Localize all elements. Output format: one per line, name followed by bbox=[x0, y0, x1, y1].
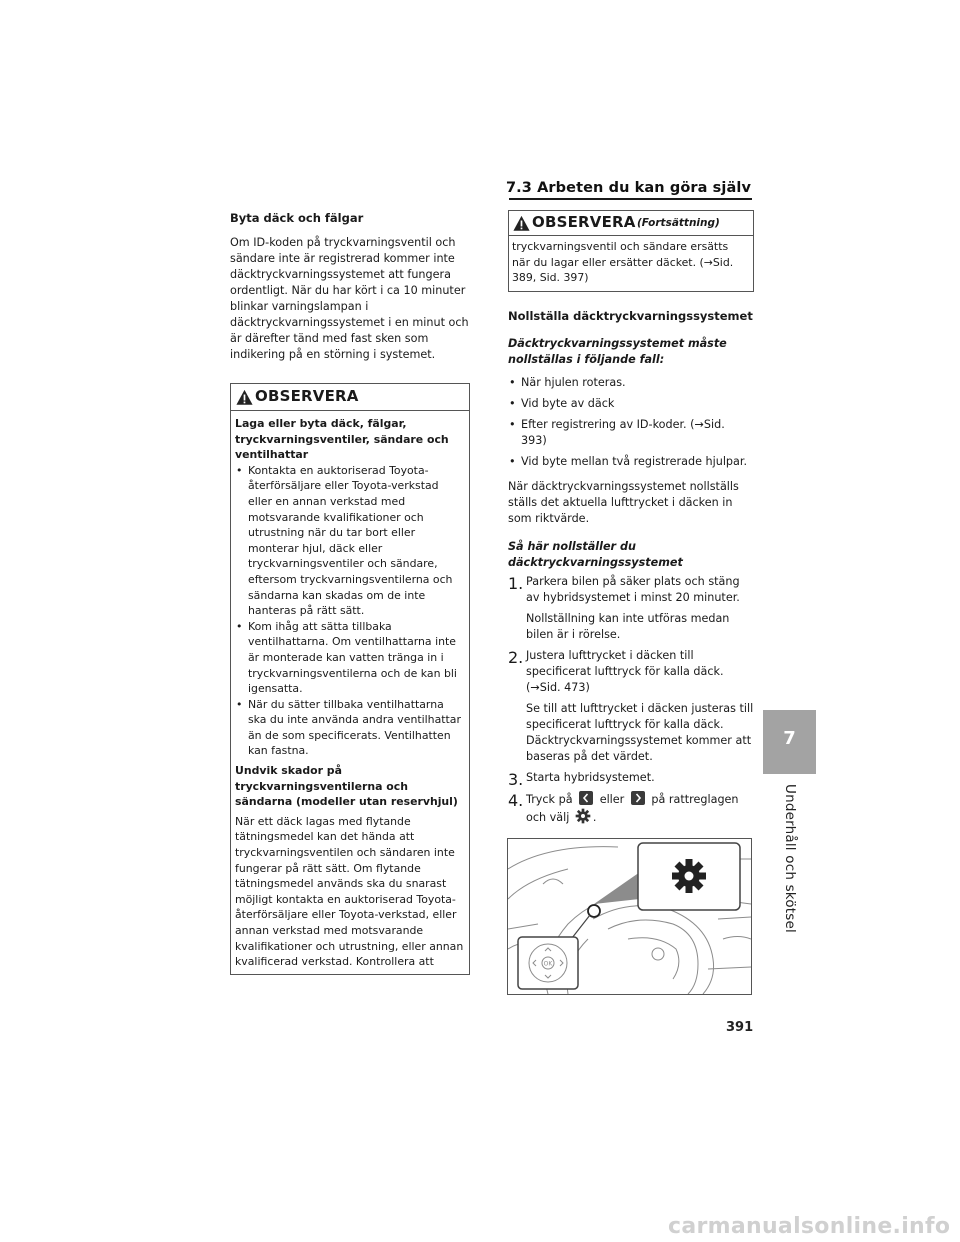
warning-bullet: • Kom ihåg att sätta tillbaka ventilhattarna. Om ventilhattarna inte är monterade kan vatten tränga in i tryckvarningsventilerna och de kan bli igensatta. bbox=[235, 619, 465, 697]
left-arrow-button-icon bbox=[579, 791, 593, 805]
step-number: 4. bbox=[508, 790, 524, 810]
right-column bbox=[508, 210, 754, 831]
warning-subheading-2: Undvik skador på tryckvarningsventilerna och sändarna (modeller utan reservhjul) bbox=[235, 764, 458, 809]
step4-text-pre: Tryck på bbox=[526, 792, 573, 806]
step-number: 1. bbox=[508, 573, 524, 593]
step-number: 3. bbox=[508, 769, 524, 789]
case-item: • Vid byte av däck bbox=[508, 396, 754, 412]
step4-text-line2a: och välj bbox=[526, 810, 570, 824]
step-text: Parkera bilen på säker plats och stäng av hybridsystemet i minst 20 minuter. bbox=[526, 574, 740, 604]
step4-text-mid: eller bbox=[599, 792, 625, 806]
step4-text-post: på rattreglagen bbox=[651, 792, 739, 806]
gear-icon bbox=[575, 808, 591, 824]
warning-paragraph-2: När ett däck lagas med flytande tätningsmedel kan det hända att tryckvarningsventilen och sändaren inte fungerar på rätt sätt. Om flytande tätningsmedel används ska du snarast möjligt kontakta en auktoriserad Toyota-återförsäljare eller Toyota-verkstad, eller annan verkstad med motsvarande kvalifikationer och utrustning, eller annan kvalificerad verkstad. Kontrollera att bbox=[235, 814, 464, 969]
case-item: • Vid byte mellan två registrerade hjulpar. bbox=[508, 454, 754, 470]
ok-button-label: OK bbox=[543, 960, 553, 968]
warning-body bbox=[231, 411, 469, 974]
warning-box bbox=[230, 383, 470, 975]
chapter-title: Underhåll och skötsel bbox=[782, 784, 798, 933]
step-text: Starta hybridsystemet. bbox=[526, 770, 655, 784]
step-note: Nollställning kan inte utföras medan bilen är i rörelse. bbox=[526, 611, 730, 641]
warning-subheading-1: Laga eller byta däck, fälgar, tryckvarningsventiler, sändare och ventilhattar bbox=[235, 417, 449, 462]
heading-byta-dack: Byta däck och fälgar bbox=[230, 211, 364, 225]
warning-triangle-icon bbox=[236, 389, 253, 406]
case-item: • Efter registrering av ID-koder. (→Sid. 393) bbox=[508, 417, 754, 449]
heading-nollstalla: Nollställa däcktryckvarningssystemet bbox=[508, 308, 753, 323]
italic-heading-cases: Däcktryckvarningssystemet måste nollställas i följande fall: bbox=[508, 336, 727, 366]
warning-triangle-icon bbox=[513, 215, 530, 232]
chapter-number: 7 bbox=[783, 728, 796, 749]
right-arrow-button-icon bbox=[631, 791, 645, 805]
step-4 bbox=[508, 791, 754, 826]
step-text bbox=[526, 791, 754, 826]
reset-paragraph: När däcktryckvarningssystemet nollställs ställs det aktuella lufttrycket i däcken in som riktvärde. bbox=[508, 479, 739, 525]
step-3 bbox=[508, 769, 754, 789]
intro-paragraph: Om ID-koden på tryckvarningsventil och sändare inte är registrerad kommer inte däcktryckvarningssystemet att fungera ordentligt. När du har kört i ca 10 minuter blinkar varningslampan i däcktryckvarningssystemet i en minut och är därefter tänd med fast sken som indikering på en störning i systemet. bbox=[230, 236, 469, 361]
section-title: 7.3 Arbeten du kan göra själv bbox=[505, 180, 751, 196]
warning-body bbox=[509, 236, 753, 291]
header-rule bbox=[509, 198, 752, 200]
watermark: carmanualsonline.info bbox=[668, 1214, 951, 1239]
warning-bullet: • När du sätter tillbaka ventilhattarna ska du inte använda andra ventilhattar än de som specificerats. Ventilhatten kan fastna. bbox=[235, 697, 465, 759]
steering-wheel-illustration bbox=[508, 839, 751, 994]
warning-header bbox=[509, 211, 753, 236]
case-item: • När hjulen roteras. bbox=[508, 375, 754, 391]
steering-wheel-figure bbox=[507, 838, 752, 995]
warning-title: OBSERVERA bbox=[532, 213, 636, 231]
step-number: 2. bbox=[508, 647, 524, 667]
warning-continued-text: tryckvarningsventil och sändare ersätts när du lagar eller ersätter däcket. (→Sid. 389, Sid. 397) bbox=[512, 240, 734, 285]
step4-text-line2b: . bbox=[592, 810, 597, 824]
left-column bbox=[230, 210, 470, 975]
italic-heading-howto: Så här nollställer du däcktryckvarningssystemet bbox=[508, 539, 683, 569]
step-1 bbox=[508, 574, 754, 606]
warning-bullet: • Kontakta en auktoriserad Toyota-återförsäljare eller Toyota-verkstad eller en annan verkstad med motsvarande kvalifikationer och utrustning när du tar bort eller monterar hjul, däck eller tryckvarningsventiler och sändare, eftersom tryckvarningsventilerna och sändarna kan skadas om de inte hanteras på rätt sätt. bbox=[235, 463, 465, 619]
step-note: Se till att lufttrycket i däcken justeras till specificerat lufttryck för kalla däck. Däcktryckvarningssystemet kommer att baseras på det värdet. bbox=[526, 701, 754, 763]
step-2 bbox=[508, 648, 754, 696]
step-text: Justera lufttrycket i däcken till specificerat lufttryck för kalla däck. (→Sid. 473) bbox=[526, 648, 724, 694]
warning-title: OBSERVERA bbox=[255, 387, 359, 405]
warning-continued-label: (Fortsättning) bbox=[637, 217, 720, 229]
warning-box-continued bbox=[508, 210, 754, 292]
warning-header bbox=[231, 384, 469, 411]
page-number: 391 bbox=[726, 1020, 754, 1035]
